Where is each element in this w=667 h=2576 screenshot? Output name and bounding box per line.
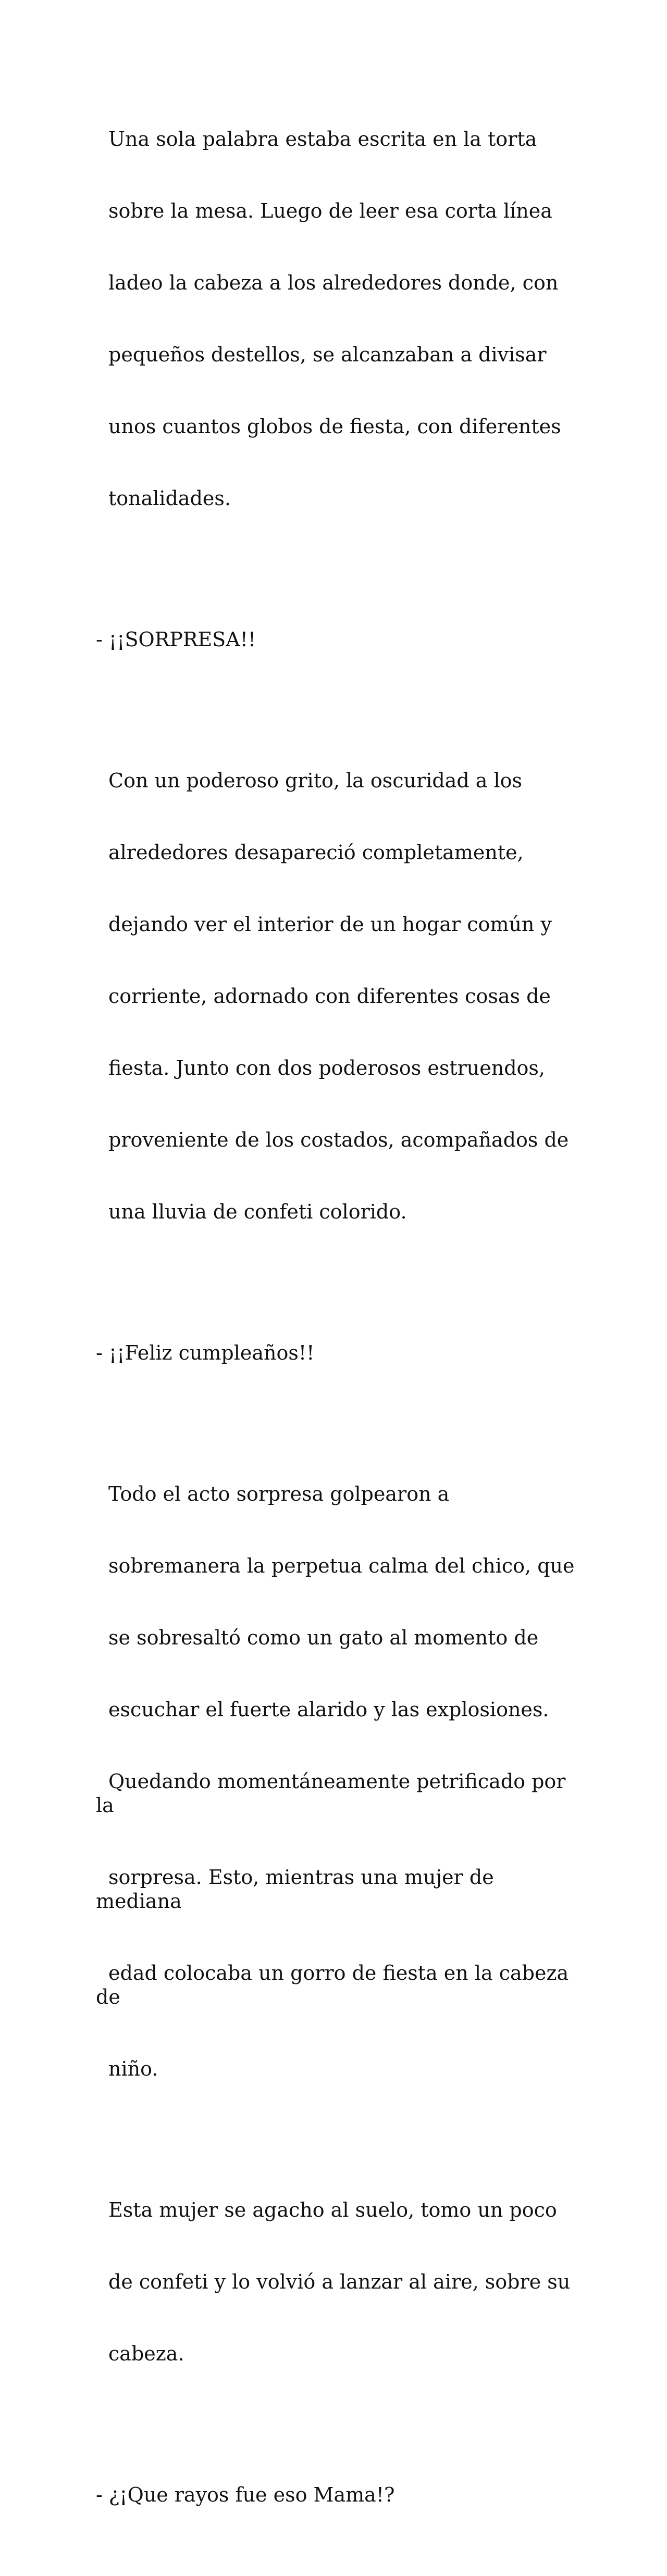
text-line: ladeo la cabeza a los alrededores donde, con [108,271,559,294]
story-text [96,79,580,2576]
text-line: unos cuantos globos de fiesta, con diferentes [108,415,561,438]
text-line: una lluvia de confeti colorido. [108,1200,407,1223]
dialogue-sorpresa [96,580,580,699]
text-line: cabeza. [108,2342,184,2365]
text-line: Quedando momentáneamente petrificado por la [96,1770,572,1817]
text-line: sorpresa. Esto, mientras una mujer de mediana [96,1866,500,1913]
dialogue-line: - ¡¡SORPRESA!! [96,628,256,651]
paragraph-acto-sorpresa [96,1434,580,2129]
text-line: fiesta. Junto con dos poderosos estruendos, [108,1057,545,1079]
text-line: niño. [108,2057,158,2080]
dialogue-line: - ¿¡Que rayos fue eso Mama!? [96,2483,395,2506]
dialogue-mama [96,2435,580,2555]
dialogue-line: - ¡¡Feliz cumpleaños!! [96,1341,315,1364]
text-line: sobremanera la perpetua calma del chico, que [108,1554,575,1577]
text-line: alrededores desapareció completamente, [108,841,524,864]
paragraph-torta [96,79,580,558]
text-line: sobre la mesa. Luego de leer esa corta línea [108,199,552,222]
text-line: corriente, adornado con diferentes cosas de [108,985,551,1008]
text-line: edad colocaba un gorro de fiesta en la cabeza de [96,1962,575,2008]
text-line: dejando ver el interior de un hogar común y [108,913,552,936]
paragraph-grito [96,721,580,1272]
text-line: de confeti y lo volvió a lanzar al aire, sobre su [108,2270,571,2293]
dialogue-cumpleanos [96,1293,580,1413]
text-line: Una sola palabra estaba escrita en la torta [108,128,537,150]
text-line: Todo el acto sorpresa golpearon a [108,1482,450,1505]
text-line: tonalidades. [108,487,231,510]
text-line: pequeños destellos, se alcanzaban a divisar [108,343,547,366]
text-line: Con un poderoso grito, la oscuridad a los [108,769,522,792]
text-line: escuchar el fuerte alarido y las explosiones. [108,1698,549,1721]
paragraph-confeti [96,2150,580,2414]
text-line: proveniente de los costados, acompañados de [108,1128,569,1151]
text-line: Esta mujer se agacho al suelo, tomo un poco [108,2198,557,2221]
text-line: se sobresaltó como un gato al momento de [108,1626,539,1649]
